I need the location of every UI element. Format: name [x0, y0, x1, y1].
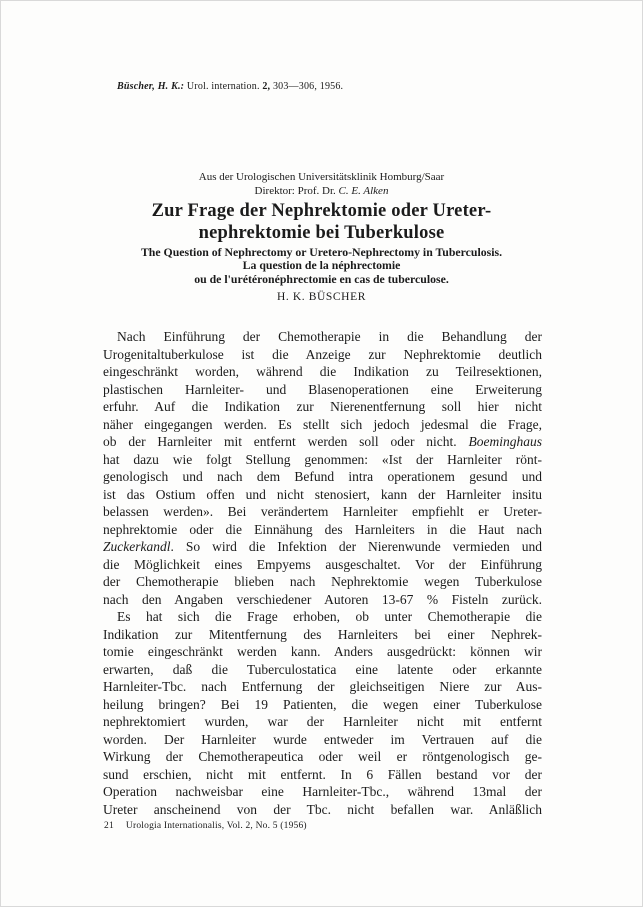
cited-author-italic: Zuckerkandl: [103, 539, 171, 554]
subtitle-english: The Question of Nephrectomy or Uretero-Nephrectomy in Tuberculosis.: [140, 245, 503, 259]
running-head-author: Büscher, H. K.:: [117, 81, 185, 92]
body-line: Indikation zur Mitentfernung des Harnleiters bei einer Nephrek-: [103, 626, 542, 642]
body-line: die Möglichkeit eines Empyems ausgeschaltet. Vor der Einführung: [103, 556, 542, 572]
author-name: H. K. BÜSCHER: [277, 291, 366, 303]
body-line: nephrektomiert wurden, war der Harnleiter nicht mit entfernt: [103, 714, 542, 729]
body-line: Operation nachweisbar eine Harnleiter-Tbc., während 13mal der: [103, 784, 542, 799]
body-line: belassen werden». Bei verändertem Harnleiter empfiehlt er Ureter-: [103, 504, 542, 519]
subtitle-french-line1: La question de la néphrectomie: [242, 258, 401, 273]
body-line: Wirkung der Chemotherapeutica oder weil er röntgenologisch ge-: [103, 749, 542, 764]
running-head-volume: 2,: [262, 81, 271, 92]
body-line: Ureter anscheinend von der Tbc. nicht befallen war. Anläßlich: [103, 801, 542, 817]
body-line: Nach Einführung der Chemotherapie in die Behandlung der: [117, 329, 542, 344]
cited-author-italic: Boeminghaus: [468, 434, 542, 449]
body-line: worden. Der Harnleiter wurde entweder im Vertrauen auf die: [103, 731, 542, 747]
article-subtitle: [1, 246, 642, 286]
body-line: genologisch und nach dem Befund intra operationem gesund und: [103, 469, 542, 484]
body-line: näher eingegangen werden. Es stellt sich jedoch jedesmal die Frage,: [103, 416, 542, 432]
body-line: heilung bringen? Bei 19 Patienten, die wegen einer Tuberkulose: [103, 696, 542, 712]
running-head: [117, 81, 343, 92]
body-line: tomie eingeschränkt werden kann. Anders ausgedrückt: können wir: [103, 644, 542, 659]
journal-footer-line: Urologia Internationalis, Vol. 2, No. 5 (1956): [125, 821, 307, 831]
article-title-line1: Zur Frage der Nephrektomie oder Ureter-: [151, 201, 492, 221]
body-line: ist das Ostium offen und nicht stenosiert, kann der Harnleiter insitu: [103, 486, 542, 502]
body-line: hat dazu wie folgt Stellung genommen: «Ist der Harnleiter rönt-: [103, 451, 542, 467]
director-label: Direktor: Prof. Dr.: [254, 185, 339, 197]
affiliation-line: Aus der Urologischen Universitätsklinik Homburg/Saar: [198, 171, 445, 183]
body-line: nephrektomie oder die Einnähung des Harnleiters in die Haut nach: [103, 521, 542, 537]
body-line: Zuckerkandl. So wird die Infektion der Nierenwunde vermieden und: [103, 539, 542, 554]
body-line: plastischen Harnleiter- und Blasenoperationen eine Erweiterung: [103, 381, 542, 397]
running-head-journal: Urol. internation.: [184, 81, 263, 92]
director-line: [1, 185, 642, 197]
body-line: eingeschränkt worden, während die Indikation zu Teilresektionen,: [103, 364, 542, 379]
body-line: erwarten, daß die Tuberculostatica eine latente oder erkannte: [103, 661, 542, 677]
body-line: Urogenitaltuberkulose ist die Anzeige zur Nephrektomie deutlich: [103, 346, 542, 362]
running-head-pages: 303—306, 1956.: [270, 81, 344, 92]
signature-number: 21: [104, 821, 114, 831]
body-line: sund erschien, nicht mit entfernt. In 6 Fällen bestand vor der: [103, 766, 542, 782]
article-body: [103, 328, 542, 818]
body-line: der Chemotherapie blieben nach Nephrektomie wegen Tuberkulose: [103, 574, 542, 589]
page-footer: [104, 821, 307, 831]
subtitle-french-line2: ou de l'urétéronéphrectomie en cas de tuberculose.: [194, 271, 449, 286]
article-title: [1, 201, 642, 244]
body-line: Es hat sich die Frage erhoben, ob unter Chemotherapie die: [117, 609, 542, 624]
body-line: Harnleiter-Tbc. nach Entfernung der gleichseitigen Niere zur Aus-: [103, 679, 542, 694]
body-line: erfuhr. Auf die Indikation zur Nierenentfernung soll hier nicht: [103, 399, 542, 414]
body-line: nach den Angaben verschiedener Autoren 13-67 % Fisteln zurück.: [103, 591, 542, 607]
body-line: ob der Harnleiter mit entfernt werden soll oder nicht. Boeminghaus: [103, 434, 542, 449]
director-name: C. E. Alken: [338, 185, 389, 197]
article-title-line2: nephrektomie bei Tuberkulose: [198, 222, 445, 243]
